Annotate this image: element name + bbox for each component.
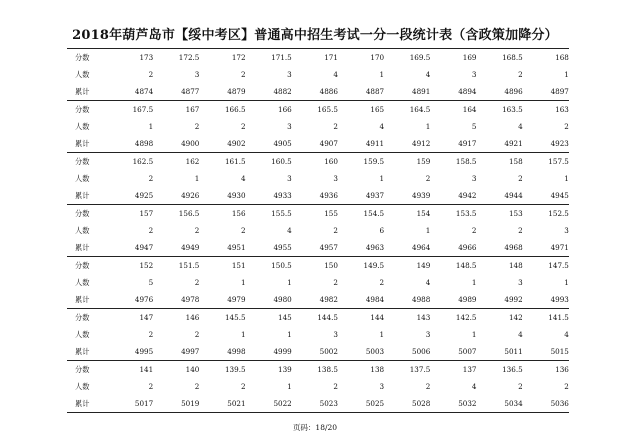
table-block bbox=[67, 101, 569, 153]
table-cell: 163 bbox=[555, 105, 569, 114]
table-cell: 4951 bbox=[227, 243, 246, 252]
row-label: 人数 bbox=[75, 382, 90, 391]
table-cell: 144 bbox=[370, 313, 385, 322]
table-cell: 4886 bbox=[319, 87, 338, 96]
table-cell: 4907 bbox=[319, 139, 338, 148]
table-cell: 3 bbox=[471, 174, 477, 183]
table-row bbox=[67, 222, 569, 239]
table-cell: 2 bbox=[518, 174, 523, 183]
row-label: 分数 bbox=[75, 157, 90, 166]
table-cell: 4911 bbox=[365, 139, 385, 148]
table-block bbox=[67, 153, 569, 205]
table-cell: 4998 bbox=[227, 347, 246, 356]
table-cell: 4933 bbox=[273, 191, 292, 200]
table-cell: 157 bbox=[139, 209, 154, 218]
row-label: 人数 bbox=[75, 174, 90, 183]
table-cell: 4995 bbox=[134, 347, 154, 356]
table-cell: 158 bbox=[508, 157, 523, 166]
table-cell: 152 bbox=[139, 261, 154, 270]
table-cell: 140 bbox=[185, 365, 200, 374]
table-cell: 5023 bbox=[319, 399, 338, 408]
table-cell: 4 bbox=[287, 226, 292, 235]
table-cell: 3 bbox=[333, 174, 338, 183]
table-cell: 4917 bbox=[458, 139, 477, 148]
table-cell: 4984 bbox=[365, 295, 385, 304]
table-cell: 5036 bbox=[550, 399, 569, 408]
table-row bbox=[67, 170, 569, 187]
table-cell: 4993 bbox=[550, 295, 569, 304]
table-cell: 4964 bbox=[412, 243, 431, 252]
table-cell: 4 bbox=[518, 330, 523, 339]
table-cell: 2 bbox=[564, 382, 569, 391]
table-cell: 1 bbox=[379, 70, 385, 79]
table-cell: 5032 bbox=[458, 399, 477, 408]
table-cell: 168.5 bbox=[502, 53, 523, 62]
row-label: 分数 bbox=[75, 53, 90, 62]
table-cell: 2 bbox=[333, 382, 338, 391]
table-cell: 154.5 bbox=[363, 209, 385, 218]
table-cell: 5025 bbox=[365, 399, 385, 408]
table-cell: 155.5 bbox=[271, 209, 292, 218]
table-cell: 162.5 bbox=[132, 157, 154, 166]
table-cell: 168 bbox=[555, 53, 569, 62]
table-cell: 150.5 bbox=[271, 261, 292, 270]
table-cell: 5028 bbox=[412, 399, 431, 408]
row-label: 人数 bbox=[75, 70, 90, 79]
table-cell: 1 bbox=[287, 382, 292, 391]
row-label: 累计 bbox=[75, 347, 90, 356]
table-cell: 164 bbox=[462, 105, 477, 114]
table-cell: 4947 bbox=[134, 243, 154, 252]
table-cell: 158.5 bbox=[455, 157, 477, 166]
table-cell: 4897 bbox=[550, 87, 569, 96]
table-cell: 5011 bbox=[504, 347, 523, 356]
table-cell: 2 bbox=[240, 70, 246, 79]
score-distribution-table bbox=[67, 48, 569, 413]
table-cell: 156.5 bbox=[178, 209, 200, 218]
table-cell: 3 bbox=[287, 122, 292, 131]
table-cell: 2 bbox=[194, 330, 200, 339]
table-cell: 1 bbox=[194, 174, 200, 183]
table-cell: 2 bbox=[518, 70, 523, 79]
table-row bbox=[67, 187, 569, 204]
table-cell: 4896 bbox=[504, 87, 523, 96]
table-cell: 159.5 bbox=[363, 157, 385, 166]
table-cell: 3 bbox=[194, 70, 200, 79]
table-cell: 156 bbox=[231, 209, 246, 218]
table-cell: 1 bbox=[240, 330, 246, 339]
table-cell: 1 bbox=[564, 278, 569, 287]
table-cell: 145 bbox=[278, 313, 292, 322]
table-cell: 151.5 bbox=[178, 261, 200, 270]
row-label: 分数 bbox=[75, 365, 90, 374]
table-cell: 4900 bbox=[181, 139, 200, 148]
table-block bbox=[67, 309, 569, 361]
table-cell: 4898 bbox=[134, 139, 154, 148]
table-cell: 137.5 bbox=[409, 365, 431, 374]
table-cell: 139.5 bbox=[224, 365, 246, 374]
table-cell: 2 bbox=[333, 122, 338, 131]
table-cell: 138 bbox=[370, 365, 385, 374]
table-cell: 161.5 bbox=[224, 157, 246, 166]
table-cell: 4988 bbox=[412, 295, 431, 304]
table-cell: 4912 bbox=[412, 139, 431, 148]
table-cell: 1 bbox=[425, 122, 431, 131]
table-cell: 4949 bbox=[181, 243, 200, 252]
table-cell: 2 bbox=[148, 174, 154, 183]
table-cell: 154 bbox=[416, 209, 431, 218]
table-cell: 4980 bbox=[273, 295, 292, 304]
table-cell: 5017 bbox=[134, 399, 154, 408]
table-cell: 1 bbox=[564, 70, 569, 79]
table-cell: 144.5 bbox=[317, 313, 338, 322]
table-row bbox=[67, 257, 569, 274]
table-cell: 3 bbox=[333, 330, 338, 339]
table-cell: 5 bbox=[148, 278, 154, 287]
table-cell: 2 bbox=[194, 382, 200, 391]
table-cell: 2 bbox=[471, 226, 477, 235]
table-cell: 171 bbox=[324, 53, 338, 62]
page-number: 页码：18/20 bbox=[292, 423, 338, 432]
table-cell: 4 bbox=[518, 122, 523, 131]
table-cell: 149 bbox=[416, 261, 431, 270]
row-label: 累计 bbox=[75, 243, 90, 252]
table-row bbox=[67, 66, 569, 83]
table-cell: 3 bbox=[287, 70, 292, 79]
table-cell: 4957 bbox=[319, 243, 338, 252]
table-cell: 4 bbox=[564, 330, 569, 339]
row-label: 分数 bbox=[75, 105, 90, 114]
table-cell: 1 bbox=[471, 278, 477, 287]
table-cell: 4968 bbox=[504, 243, 523, 252]
table-cell: 2 bbox=[148, 226, 154, 235]
table-cell: 167.5 bbox=[132, 105, 154, 114]
table-cell: 3 bbox=[287, 174, 292, 183]
table-block bbox=[67, 361, 569, 413]
table-cell: 151 bbox=[231, 261, 246, 270]
table-cell: 147 bbox=[139, 313, 154, 322]
table-cell: 2 bbox=[240, 382, 246, 391]
table-cell: 166.5 bbox=[224, 105, 246, 114]
table-cell: 1 bbox=[287, 278, 292, 287]
table-cell: 4930 bbox=[227, 191, 246, 200]
table-cell: 148.5 bbox=[455, 261, 477, 270]
table-cell: 1 bbox=[564, 174, 569, 183]
table-cell: 4997 bbox=[181, 347, 200, 356]
table-cell: 5022 bbox=[273, 399, 292, 408]
table-cell: 2 bbox=[148, 382, 154, 391]
table-row bbox=[67, 118, 569, 135]
table-cell: 163.5 bbox=[502, 105, 523, 114]
table-cell: 173 bbox=[139, 53, 154, 62]
table-cell: 2 bbox=[148, 70, 154, 79]
table-cell: 169.5 bbox=[409, 53, 431, 62]
table-cell: 3 bbox=[564, 226, 569, 235]
table-cell: 5003 bbox=[365, 347, 385, 356]
table-cell: 143 bbox=[416, 313, 431, 322]
table-cell: 2 bbox=[240, 122, 246, 131]
table-cell: 141.5 bbox=[548, 313, 569, 322]
table-cell: 4955 bbox=[273, 243, 292, 252]
table-cell: 4905 bbox=[273, 139, 292, 148]
table-cell: 5019 bbox=[181, 399, 200, 408]
row-label: 人数 bbox=[75, 330, 90, 339]
table-cell: 2 bbox=[194, 278, 200, 287]
table-cell: 1 bbox=[379, 174, 385, 183]
table-cell: 147.5 bbox=[548, 261, 569, 270]
table-cell: 4 bbox=[333, 70, 338, 79]
table-cell: 3 bbox=[425, 330, 431, 339]
row-label: 累计 bbox=[75, 399, 90, 408]
table-cell: 2 bbox=[518, 226, 523, 235]
row-label: 累计 bbox=[75, 191, 90, 200]
table-cell: 4902 bbox=[227, 139, 246, 148]
table-cell: 5006 bbox=[412, 347, 431, 356]
table-cell: 152.5 bbox=[548, 209, 569, 218]
table-cell: 5021 bbox=[227, 399, 246, 408]
table-cell: 146 bbox=[185, 313, 200, 322]
table-cell: 4945 bbox=[550, 191, 569, 200]
table-cell: 2 bbox=[194, 122, 200, 131]
table-cell: 4937 bbox=[365, 191, 385, 200]
table-cell: 166 bbox=[278, 105, 292, 114]
row-label: 分数 bbox=[75, 313, 90, 322]
table-cell: 4992 bbox=[504, 295, 523, 304]
table-cell: 2 bbox=[240, 226, 246, 235]
table-cell: 157.5 bbox=[548, 157, 569, 166]
table-cell: 170 bbox=[370, 53, 385, 62]
table-row bbox=[67, 49, 569, 66]
row-label: 累计 bbox=[75, 295, 90, 304]
table-cell: 4921 bbox=[504, 139, 523, 148]
row-label: 分数 bbox=[75, 209, 90, 218]
table-cell: 4925 bbox=[134, 191, 154, 200]
table-cell: 1 bbox=[287, 330, 292, 339]
table-cell: 172 bbox=[231, 53, 246, 62]
table-row bbox=[67, 101, 569, 118]
table-row bbox=[67, 309, 569, 326]
table-row bbox=[67, 291, 569, 308]
table-cell: 1 bbox=[471, 330, 477, 339]
table-cell: 136.5 bbox=[502, 365, 523, 374]
table-cell: 4939 bbox=[412, 191, 431, 200]
table-row bbox=[67, 135, 569, 152]
table-cell: 159 bbox=[416, 157, 431, 166]
table-cell: 2 bbox=[333, 226, 338, 235]
table-cell: 4 bbox=[379, 122, 385, 131]
table-cell: 148 bbox=[508, 261, 523, 270]
table-cell: 153 bbox=[508, 209, 523, 218]
table-cell: 160.5 bbox=[271, 157, 292, 166]
table-cell: 4979 bbox=[227, 295, 246, 304]
table-cell: 142.5 bbox=[455, 313, 477, 322]
table-cell: 141 bbox=[139, 365, 154, 374]
table-cell: 4982 bbox=[319, 295, 338, 304]
table-row bbox=[67, 326, 569, 343]
table-cell: 4 bbox=[425, 278, 431, 287]
table-cell: 165.5 bbox=[317, 105, 338, 114]
table-cell: 3 bbox=[379, 382, 385, 391]
table-cell: 136 bbox=[555, 365, 569, 374]
row-label: 人数 bbox=[75, 278, 90, 287]
table-cell: 1 bbox=[240, 278, 246, 287]
table-cell: 150 bbox=[324, 261, 338, 270]
table-cell: 4 bbox=[240, 174, 246, 183]
table-block bbox=[67, 205, 569, 257]
table-row bbox=[67, 343, 569, 360]
table-cell: 142 bbox=[508, 313, 523, 322]
table-cell: 1 bbox=[148, 122, 154, 131]
table-cell: 165 bbox=[370, 105, 385, 114]
table-cell: 138.5 bbox=[317, 365, 338, 374]
table-cell: 2 bbox=[194, 226, 200, 235]
table-cell: 4887 bbox=[365, 87, 385, 96]
row-label: 人数 bbox=[75, 226, 90, 235]
table-cell: 6 bbox=[379, 226, 385, 235]
table-cell: 153.5 bbox=[455, 209, 477, 218]
document-title: 2018年葫芦岛市【绥中考区】普通高中招生考试一分一段统计表（含政策加降分） bbox=[72, 28, 558, 43]
table-cell: 5007 bbox=[458, 347, 477, 356]
table-cell: 4894 bbox=[458, 87, 477, 96]
table-cell: 2 bbox=[564, 122, 569, 131]
table-cell: 4879 bbox=[227, 87, 246, 96]
table-cell: 155 bbox=[324, 209, 338, 218]
table-cell: 2 bbox=[379, 278, 385, 287]
table-row bbox=[67, 153, 569, 170]
table-cell: 4877 bbox=[181, 87, 200, 96]
table-cell: 4882 bbox=[273, 87, 292, 96]
table-row bbox=[67, 378, 569, 395]
table-cell: 2 bbox=[148, 330, 154, 339]
table-row bbox=[67, 274, 569, 291]
table-cell: 162 bbox=[185, 157, 200, 166]
table-cell: 5002 bbox=[319, 347, 338, 356]
table-cell: 172.5 bbox=[178, 53, 200, 62]
table-cell: 167 bbox=[185, 105, 200, 114]
table-row bbox=[67, 205, 569, 222]
table-cell: 145.5 bbox=[224, 313, 246, 322]
row-label: 人数 bbox=[75, 122, 90, 131]
table-cell: 4966 bbox=[458, 243, 477, 252]
row-label: 分数 bbox=[75, 261, 90, 270]
table-cell: 164.5 bbox=[409, 105, 431, 114]
table-cell: 171.5 bbox=[271, 53, 292, 62]
table-cell: 4976 bbox=[134, 295, 154, 304]
table-row bbox=[67, 395, 569, 412]
table-cell: 1 bbox=[425, 226, 431, 235]
table-cell: 4971 bbox=[550, 243, 569, 252]
table-cell: 4978 bbox=[181, 295, 200, 304]
table-cell: 4942 bbox=[458, 191, 477, 200]
table-cell: 5034 bbox=[504, 399, 523, 408]
row-label: 累计 bbox=[75, 139, 90, 148]
table-cell: 4 bbox=[425, 70, 431, 79]
table-cell: 4944 bbox=[504, 191, 523, 200]
table-row bbox=[67, 239, 569, 256]
table-cell: 4891 bbox=[412, 87, 431, 96]
table-cell: 4874 bbox=[134, 87, 154, 96]
table-cell: 1 bbox=[379, 330, 385, 339]
table-cell: 139 bbox=[278, 365, 292, 374]
table-cell: 160 bbox=[324, 157, 338, 166]
table-cell: 4923 bbox=[550, 139, 569, 148]
table-cell: 3 bbox=[518, 278, 523, 287]
table-cell: 4 bbox=[471, 382, 477, 391]
table-cell: 4936 bbox=[319, 191, 338, 200]
table-cell: 5 bbox=[471, 122, 477, 131]
table-block bbox=[67, 49, 569, 101]
table-row bbox=[67, 83, 569, 100]
table-cell: 169 bbox=[462, 53, 477, 62]
table-cell: 2 bbox=[425, 174, 431, 183]
table-block bbox=[67, 257, 569, 309]
table-cell: 2 bbox=[518, 382, 523, 391]
table-cell: 5015 bbox=[550, 347, 569, 356]
table-cell: 4989 bbox=[458, 295, 477, 304]
table-cell: 4963 bbox=[365, 243, 385, 252]
table-cell: 4926 bbox=[181, 191, 200, 200]
table-cell: 2 bbox=[425, 382, 431, 391]
table-cell: 2 bbox=[333, 278, 338, 287]
table-row bbox=[67, 361, 569, 378]
table-cell: 149.5 bbox=[363, 261, 385, 270]
row-label: 累计 bbox=[75, 87, 90, 96]
table-cell: 4999 bbox=[273, 347, 292, 356]
table-cell: 3 bbox=[471, 70, 477, 79]
table-cell: 137 bbox=[462, 365, 477, 374]
